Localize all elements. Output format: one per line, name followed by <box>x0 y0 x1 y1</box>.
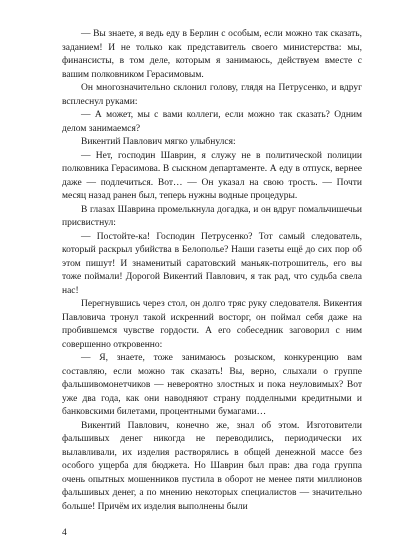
paragraph-6: В глазах Шаврина промелькнула догадка, и он вдруг помальчишечьи присвистнул: <box>62 204 362 228</box>
paragraph-2: Он многозначительно склонил голову, глядя на Петрусенко, и вдруг всплеснул руками: <box>62 83 362 107</box>
paragraph-7: — Постойте-ка! Господин Петрусенко? Тот самый следователь, который раскрыл убийства в Белополье? Наши газеты ещё до сих пор об этом пишут! И знаменитый саратовский маньяк-потрошитель, его вы тоже поймали! Дорогой Викентий Павлович, я так рад, что судьба свела нас! <box>62 231 362 296</box>
paragraph-9: — Я, знаете, тоже занимаюсь розыском, конкуренцию вам составляю, если можно так сказать! Вы, верно, слыхали о группе фальшивомонетчиков — невероятно злостных и пока неуловимых? Вот уже два года, как они наводняют страну подделными кредитными и банковскими билетами, процентными бумагами… <box>62 353 362 417</box>
body-text <box>62 28 362 514</box>
paragraph-8: Перегнувшись через стол, он долго тряс руку следователя. Викентия Павловича тронул такой искренний восторг, он поймал себя даже на пробившемся чувстве гордости. А его собеседник заговорил с ним совершенно откровенно: <box>62 299 362 350</box>
paragraph-10: Викентий Павлович, конечно же, знал об этом. Изготовители фальшивых денег никогда не переводились, периодически их вылавливали, их изделия растворялись в общей денежной массе без особого ущерба для бюджета. Но Шаврин был прав: два года группа очень опытных мошенников пустила в оборот не менее пяти миллионов фальшивых денег, а по мнению некоторых специалистов — значительно больше! Причём их изделия выполнены были <box>62 420 362 512</box>
paragraph-1: — Вы знаете, я ведь еду в Берлин с особым, если можно так сказать, заданием! И не только как представитель своего министерства: мы, финансисты, в том деле, которым я занимаюсь, действуем вместе с вашим полковником Герасимовым. <box>62 29 362 80</box>
paragraph-4: Викентий Павлович мягко улыбнулся: <box>81 137 236 147</box>
paragraph-5: — Нет, господин Шаврин, я служу не в политической полиции полковника Герасимова. В сыскном департаменте. А еду в отпуск, вернее даже — подлечиться. Вот… — Он указал на свою трость. — Почти месяц назад ранен был, теперь нужны водные процедуры. <box>62 150 362 201</box>
page-number: 4 <box>62 528 67 538</box>
paragraph-3: — А может, мы с вами коллеги, если можно так сказать? Одним делом занимаемся? <box>62 110 362 134</box>
